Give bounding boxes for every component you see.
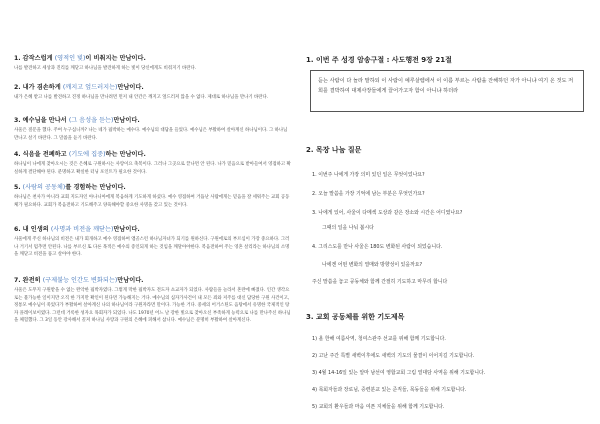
prayer-item: 3) 4월 14-16일 있는 알마 남선여 영합교회 그림 열대담 사역을 위해 기도합니다. [312,370,486,376]
sermon-point-7 [14,277,292,325]
sermon-point-body: 하나님은 천사가 아니라 교회 지도자인 아나니아에게 복음하게 기도하게 하셨다. 예수 영접하여 거듭난 사람에게는 믿음을 잘 세워주는 교회 공동체가 필요하다. 교회가 복음전하고 기도해주고 양육해야할 중요한 사명을 갖고 있는 것이다. [14,195,290,208]
sermon-point-title: 4. 식음을 전폐하고 (기도에 집중)하는 만남이다. [14,151,146,158]
question-item: 3. 나에게 있어, 사울이 다메섹 도상과 같은 장소와 시간은 어디였나요? [312,210,463,216]
question-item: 주신 말씀을 놓고 공동체와 함께 간절히 기도하고 마무리 합니다 [312,279,448,285]
sermon-point-2 [14,84,292,102]
sermon-point-3 [14,117,292,142]
sermon-point-title: 5. (사람의 공동체)를 경험하는 만남이다. [14,184,126,191]
sermon-point-body: 내가 은혜 받고 나를 발견하고 진정 하나님을 만나려면 먼저 내 안간은 깨지고 엎드러져 않을 수 없다. 제대로 하나님을 만나기 바란다. [14,95,269,100]
sermon-point-4 [14,151,292,176]
sermon-point-title: 2. 내가 겸손하게 (깨지고 엎드러지는)만남이다. [14,84,144,91]
sermon-point-title: 7. 완전히 (구제불능 인간도 변화되는)만남이다. [14,277,144,284]
scripture-phrase: (사람의 공동체) [22,184,66,191]
question-item: 나에겐 어떤 변화의 열매와 방향성이 있을까요? [322,262,423,268]
question-item: 4. 그리스도를 만나 사울은 180도 변화된 사람이 되었습니다. [312,244,443,250]
sermon-point-body: 사울은 질문을 했다. 주여 누구십니까? 나는 네가 핍박하는 예수다. 예수님의 대답을 들었다. 예수님은 부활하여 살아계신 하나님이다. 그 하나님 만나고 살기 바란다. 그 말씀을 듣기 바란다. [14,128,288,141]
prayer-item: 5) 교회의 환우들과 마음 여픈 지체들을 위해 함께 기도합니다. [312,404,445,410]
sermon-point-title: 3. 예수님을 만나서 (그 음성을 듣는)만남이다. [14,117,140,124]
prayer-topics-heading: 3. 교회 공동체를 위한 기도제목 [306,313,405,321]
prayer-item: 4) 목회자들과 장로님, 증련분교 있는 준직들, 목동들을 위해 기도합니다. [312,387,467,393]
scripture-phrase: (깨지고 엎드러지는) [62,84,118,91]
scripture-phrase: (기도에 집중) [68,151,106,158]
scripture-phrase: (영적인 빛) [54,55,86,62]
group-questions-heading: 2. 목장 나눔 질문 [306,146,362,154]
sermon-point-1 [14,55,292,73]
scripture-phrase: (그 음성을 듣는) [68,117,114,124]
memory-verse-heading: 1. 이번 주 성경 암송구절 : 사도행전 9장 21절 [306,56,452,64]
question-item: 1. 이번주 나에게 가장 의미 있던 일은 무엇이었나요? [312,172,425,178]
prayer-item: 1) 올 한해 여름사역, 청여스관주 선교를 위해 함께 기도합니다. [312,336,446,342]
sermon-point-body: 하나님이 나에게 찾아오시는 것은 은혜로 구원하시는 사랑이요 축복이다. 그러나 그곳으로 끝나면 안 된다. 나가 믿음으로 받아들여서 영접하고 확실하게 결단해야 된다. 분명하고 확실한 터닝 포인트가 필요한 것이다. [14,162,291,175]
sermon-point-body: 사울에게 주신 하나님의 비전은 내가 회개하고 예수 영접하여 앰골스런 하나님자녀가 되기를 원하신다. 구원에로의 부르심이 가장 중요하다. 그러나 거기서 멈추면 안된다. 나를 부르신 또 다른 목적은 예수의 증인되게 하는 것임을 깨달아야한다. 복음전하여 주는 영혼 살리라는 하나님의 소명을 깨닫고 비전을 품고 살아야 한다. [14,237,290,258]
prayer-item: 2) 고난 주간 특별 새벽이후에도 새벽의 기도의 물결이 이어지길 기도합니다. [312,353,475,359]
sermon-point-body: 나를 발견하고 세상과 진리를 깨닫고 하나님을 발견하게 하는 빛이 당신에게도 비춰지기 바란다. [14,66,197,71]
sermon-point-title: 6. 내 인생의 (사명과 비전을 깨닫는)만남이다. [14,226,140,233]
sermon-point-6 [14,226,292,259]
sermon-point-5 [14,184,292,209]
question-item: 2. 오늘 말씀을 가장 기억에 남는 부분은 무엇인가요? [312,191,425,197]
memory-verse-box: 듣는 사람이 다 놀라 말하되 이 사람이 예루살렘에서 이 이름 부르는 사람을 잔해하던 자가 아니냐 여기 온 것도 저희를 결박하여 대제사장들에게 끌어가고자 함이 아니냐 하더라 [310,70,584,112]
question-item: 그때의 일을 나눠 봅시다 [322,225,374,231]
scripture-phrase: (구제불능 인간도 변화되는) [42,277,118,284]
sermon-point-title: 1. 감작스럽게 (영적인 빛)이 비춰지는 만남이다. [14,55,146,62]
scripture-phrase: (사명과 비전을 깨닫는) [50,226,114,233]
sermon-point-body: 사울은 도무지 구원받을 수 없는 완악한 핍박자였다. 그렇게 막한 핍박자도 전도자 쇼교자가 되었다. 사람들을 놀라서 혼란에 빠졌다. 인간 생각으로는 불가능한 일이지만 오직 한 가지만 확인이 된다면 가능해지는 거다. 예수님의 십자가사건이 내 모든 죄와 저주를 대신 담당한 구원 사건이고, 정통모 예수님이 죽었다가 부활하여 살아계신 나의 하나님이라 구원자라면 말이다. 가능한 거다. 중세의 어거스틴도 음탕에서 유명한 국제적인 탕자 플레이보이였다. 그런데 거룩한 성자요 목회자가 되었다. 나도 1970년 어느 날 강한 빛으로 찾아오신 부족하게 능력으로 나를 만나주신 하나님을 체험했다. 그 3일 동안 강사해서 꼴져 하나님 사랑과 구원의 은혜에 퍼해서 삽니다. 예수님은 분명히 부활하여 살아계신다. [14,288,291,324]
